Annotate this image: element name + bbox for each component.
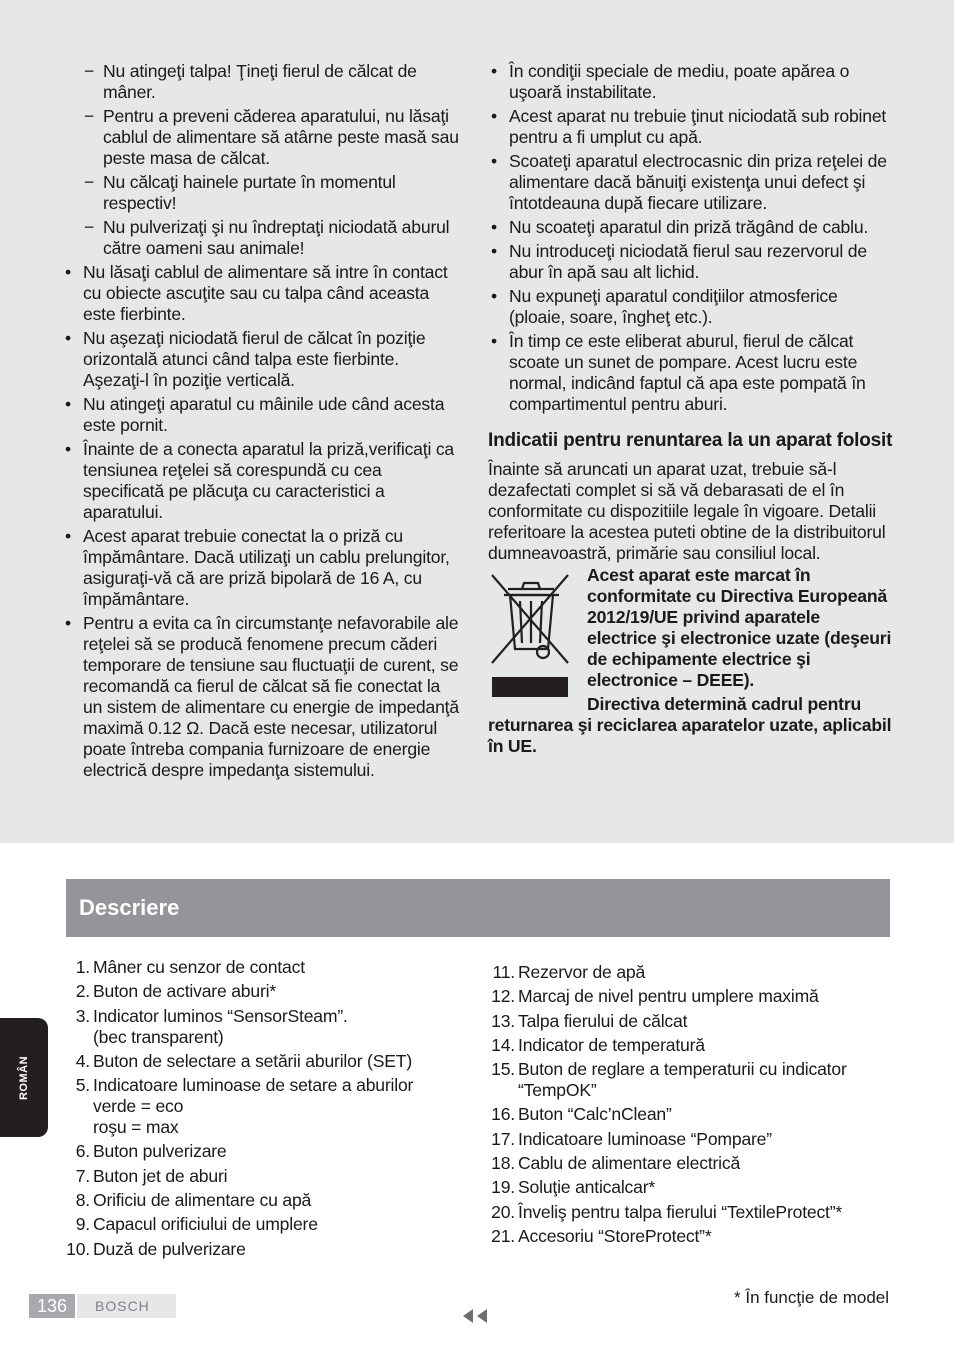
weee-directive-line: Directiva determină cadrul pentru [587,694,862,714]
item-number: 12. [491,986,515,1007]
list-item-text: Acest aparat nu trebuie ţinut niciodată sub robinet pentru a fi umplut cu apă. [509,106,887,147]
dash-marker: − [84,172,95,192]
safety-list-left [62,61,462,784]
weee-notice: Acest aparat este marcat în conformitate cu Directiva Europeană 2012/19/UE privind aparatele electrice şi electronice uzate (deşeuri de echipamente electrice şi electronice – DEEE). [587,565,892,690]
item-label: Rezervor de apă [518,962,646,982]
dash-marker: − [84,106,95,126]
list-item-text: Nu introduceţi niciodată fierul sau rezervorul de abur în apă sau alt lichid. [509,241,867,282]
description-item [62,981,462,1002]
item-label: Soluţie anticalcar* [518,1177,656,1198]
item-label: Duză de pulverizare [93,1238,246,1259]
bullet-marker: • [65,394,71,414]
description-item [488,1202,893,1223]
description-item [488,1129,893,1150]
list-item-text: Nu atingeţi aparatul cu mâinile ude când acesta este pornit. [83,394,445,435]
bullet-marker: • [65,439,71,459]
description-item [488,1011,893,1032]
item-label: Accesoriu “StoreProtect”* [518,1225,712,1246]
list-item-text: Pentru a preveni căderea aparatului, nu lăsaţi cablul de alimentare să atârne peste masă sau peste masa de călcat. [103,106,459,168]
item-label: Buton de selectare a setării aburilor (SET) [93,1050,412,1071]
item-number: 4. [75,1050,90,1071]
disposal-paragraph: Înainte să aruncati un aparat uzat, trebuie să-l dezafectati complet si să vă debarasati de el în conformitate cu dispozitiile legale în vigoare. Detalii referitoare la acestea puteti obtine de la distribuitorul dumneavoastră, primărie sau consiliul local. [488,459,886,563]
item-number: 3. [75,1005,90,1026]
weee-crossed-bin-icon [488,571,572,697]
item-label: Indicator luminos “SensorSteam”. (bec transparent) [93,1005,348,1047]
description-list-right [488,962,893,1250]
list-item [62,106,462,169]
list-item-text: Scoateţi aparatul electrocasnic din priza reţelei de alimentare dacă bănuiţi existenţa unui defect şi întotdeauna după fiecare utilizare. [509,151,887,213]
list-item-text: Nu aşezaţi niciodată fierul de călcat în poziţie orizontală atunci când talpa este fierbinte. Aşezaţi-l în poziţie verticală. [83,328,426,390]
item-label: Indicatoare luminoase de setare a aburilor verde = eco roşu = max [93,1075,414,1138]
item-label: Talpa fierului de călcat [518,1010,688,1031]
brand-label: BOSCH [77,1294,176,1318]
description-item [62,1239,462,1260]
list-item-text: Nu călcaţi hainele purtate în momentul respectiv! [103,172,396,213]
bullet-marker: • [491,106,497,126]
description-item [62,1214,462,1235]
item-label: Buton de activare aburi* [93,981,276,1002]
description-item [62,1075,462,1138]
bullet-marker: • [65,613,71,633]
bullet-marker: • [491,286,497,306]
item-number: 15. [491,1059,515,1080]
item-label: Buton de reglare a temperaturii cu indicator “TempOK” [518,1059,847,1101]
list-item-text: Nu scoateţi aparatul din priză trăgând de cablu. [509,217,869,237]
item-label: Buton “Calc’nClean” [518,1104,672,1125]
item-label: Capacul orificiului de umplere [93,1214,318,1235]
description-title: Descriere [79,895,180,920]
item-label: Indicator de temperatură [518,1034,705,1055]
page-number: 136 [29,1294,75,1318]
description-item [62,1006,462,1048]
description-item [62,1190,462,1211]
description-list-left [62,957,462,1263]
model-footnote: * În funcţie de model [734,1288,889,1307]
list-item-text: În condiţii speciale de mediu, poate apărea o uşoară instabilitate. [509,61,850,102]
list-item [488,106,893,148]
bullet-marker: • [491,241,497,261]
bullet-marker: • [491,151,497,171]
list-item [62,328,462,391]
list-item-text: Nu lăsaţi cablul de alimentare să intre în contact cu obiecte ascuţite sau cu talpa când aceasta este fierbinte. [83,262,448,324]
language-tab [0,1018,48,1137]
item-number: 8. [75,1190,90,1211]
bullet-marker: • [491,331,497,351]
item-number: 10. [66,1238,90,1259]
item-number: 6. [75,1141,90,1162]
description-item [488,1104,893,1125]
item-label: Marcaj de nivel pentru umplere maximă [518,986,819,1007]
item-number: 17. [491,1128,515,1149]
list-item [62,394,462,436]
item-number: 5. [75,1075,90,1096]
list-item [488,331,893,415]
description-item [62,1141,462,1162]
list-item [62,526,462,610]
description-item [488,986,893,1007]
list-item-text: Nu pulverizaţi şi nu îndreptaţi niciodată aburul către oameni sau animale! [103,217,450,258]
safety-column-right [488,61,893,757]
language-tab-label: ROMÂN [18,1055,30,1101]
description-item [488,1153,893,1174]
bullet-marker: • [491,217,497,237]
description-item [488,962,893,983]
list-item [62,439,462,523]
item-number: 20. [491,1201,515,1222]
item-number: 7. [75,1165,90,1186]
disposal-heading: Indicatii pentru renuntarea la un aparat folosit [488,430,893,451]
weee-block [488,565,893,757]
list-item [62,172,462,214]
item-number: 19. [491,1177,515,1198]
list-item-text: În timp ce este eliberat aburul, fierul de călcat scoate un sunet de pompare. Acest lucru este normal, indicând faptul că apa este pompată în compartimentul pentru aburi. [509,331,866,414]
list-item [488,286,893,328]
item-label: Înveliş pentru talpa fierului “TextileProtect”* [518,1201,843,1222]
bullet-marker: • [491,61,497,81]
double-left-arrow-icon[interactable] [461,1309,491,1323]
list-item [62,613,462,781]
bullet-marker: • [65,526,71,546]
item-number: 14. [491,1034,515,1055]
item-number: 2. [75,981,90,1002]
list-item-text: Pentru a evita ca în circumstanţe nefavorabile ale reţelei să se producă fenomene precum căderi temporare de tensiune sau fluctuaţii de curent, se recomandă ca fierul de călcat să fie conectat la un sistem de alimentare cu energie de impedanţă maximă 0.12 Ω. Dacă este necesar, utilizatorul poate întreba compania furnizoare de energie electrică despre impedanţa sistemului. [83,613,459,780]
description-item [488,1035,893,1056]
item-label: Cablu de alimentare electrică [518,1153,741,1174]
description-item [488,1059,893,1101]
item-label: Buton jet de aburi [93,1165,228,1186]
description-item [62,957,462,978]
dash-marker: − [84,217,95,237]
description-section-bar [66,879,890,937]
item-number: 18. [491,1153,515,1174]
list-item [62,217,462,259]
bullet-marker: • [65,328,71,348]
list-item-text: Acest aparat trebuie conectat la o priză cu împământare. Dacă utilizaţi un cablu prelungitor, asiguraţi-vă că are priză bipolară de 16 A, cu împământare. [83,526,450,609]
item-number: 1. [75,957,90,977]
list-item-text: Nu expuneţi aparatul condiţiilor atmosferice (ploaie, soare, îngheţ etc.). [509,286,838,327]
bullet-marker: • [65,262,71,282]
list-item-text: Înainte de a conecta aparatul la priză,verificaţi ca tensiunea reţelei să corespundă cu cea specificată pe plăcuţa cu caracteristici a aparatului. [83,439,455,522]
list-item [62,262,462,325]
item-number: 13. [491,1010,515,1031]
description-item [488,1177,893,1198]
list-item [488,241,893,283]
item-label: Buton pulverizare [93,1141,227,1162]
item-number: 9. [75,1214,90,1235]
weee-directive-continuation: returnarea şi reciclarea aparatelor uzate, aplicabil în UE. [488,715,892,756]
description-item [488,1226,893,1247]
list-item-text: Nu atingeţi talpa! Ţineţi fierul de călcat de mâner. [103,61,417,102]
item-label: Indicatoare luminoase “Pompare” [518,1128,772,1149]
item-label: Orificiu de alimentare cu apă [93,1190,312,1211]
dash-marker: − [84,61,95,81]
item-number: 11. [492,962,515,982]
list-item [488,217,893,238]
list-item [488,61,893,103]
description-item [62,1051,462,1072]
safety-list-right [488,61,893,415]
item-number: 16. [491,1104,515,1125]
item-number: 21. [491,1225,515,1246]
list-item [62,61,462,103]
item-label: Mâner cu senzor de contact [93,957,305,977]
list-item [488,151,893,214]
description-item [62,1166,462,1187]
